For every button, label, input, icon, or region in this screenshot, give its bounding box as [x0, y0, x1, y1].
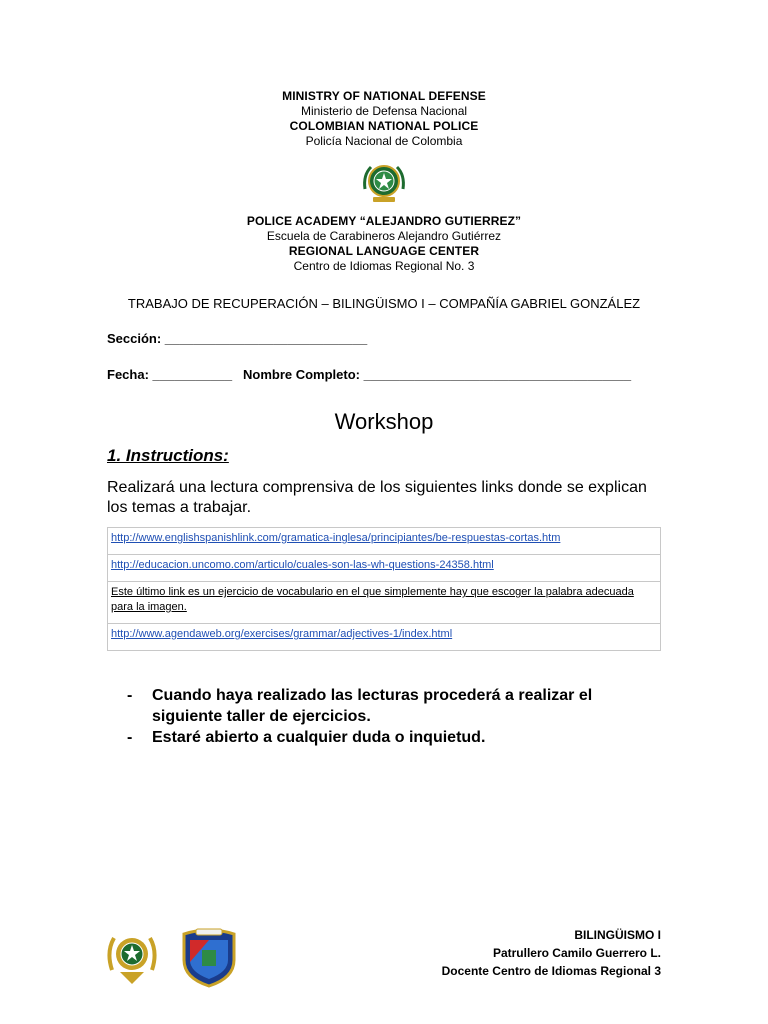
workshop-title: Workshop: [334, 409, 434, 434]
table-row: [108, 582, 661, 624]
link-adjectives[interactable]: http://www.agendaweb.org/exercises/grammar/adjectives-1/index.html: [111, 628, 453, 640]
list-item-text: Cuando haya realizado las lecturas procederá a realizar el siguiente taller de ejercicios.: [152, 687, 593, 725]
vocabulary-note: Este último link es un ejercicio de vocabulario en el que simplemente hay que escoger la palabra adecuada para la imagen.: [111, 586, 634, 613]
police-title: COLOMBIAN NATIONAL POLICE: [289, 119, 479, 133]
police-crest-icon: [106, 926, 158, 988]
instructions-heading: 1. Instructions:: [107, 446, 229, 465]
bullet-marker: -: [127, 687, 133, 704]
assignment-title: TRABAJO DE RECUPERACIÓN – BILINGÜISMO I – COMPAÑÍA GABRIEL GONZÁLEZ: [127, 296, 641, 311]
ministry-subtitle: Ministerio de Defensa Nacional: [300, 104, 468, 118]
table-cell: [108, 582, 661, 624]
language-center-title: REGIONAL LANGUAGE CENTER: [288, 244, 480, 258]
fecha-field: Fecha: ___________: [107, 367, 233, 382]
language-center-subtitle: Centro de Idiomas Regional No. 3: [293, 259, 475, 273]
footer-signature: [442, 926, 661, 980]
link-english-spanish[interactable]: http://www.englishspanishlink.com/gramatica-inglesa/principiantes/be-respuestas-cortas.htm: [111, 532, 561, 544]
academy-title: POLICE ACADEMY “ALEJANDRO GUTIERREZ”: [246, 214, 522, 228]
intro-paragraph: Realizará una lectura comprensiva de los siguientes links donde se explican los temas a trabajar.: [107, 479, 647, 516]
table-cell: [108, 624, 661, 651]
police-subtitle: Policía Nacional de Colombia: [305, 134, 463, 148]
table-row: [108, 528, 661, 555]
seccion-field: Sección: ____________________________: [107, 331, 368, 346]
table-row: [108, 624, 661, 651]
footer-teacher: Patrullero Camilo Guerrero L.: [492, 946, 661, 960]
bullet-marker: -: [127, 729, 133, 746]
list-item-text: Estaré abierto a cualquier duda o inquietud.: [152, 729, 486, 746]
links-table: [107, 527, 661, 651]
ministry-title: MINISTRY OF NATIONAL DEFENSE: [282, 89, 486, 103]
table-cell: [108, 528, 661, 555]
footer-course: BILINGÜISMO I: [574, 928, 661, 942]
link-wh-questions[interactable]: http://educacion.uncomo.com/articulo/cuales-son-las-wh-questions-24358.html: [111, 559, 494, 571]
list-item: [127, 727, 647, 748]
instructions-list: [127, 685, 647, 748]
academy-shield-icon: [178, 926, 240, 988]
list-item: [127, 685, 647, 727]
nombre-field: Nombre Completo: _____________________________________: [243, 367, 632, 382]
table-row: [108, 555, 661, 582]
academy-subtitle: Escuela de Carabineros Alejandro Gutiérrez: [266, 229, 502, 243]
footer-center: Docente Centro de Idiomas Regional 3: [441, 964, 661, 978]
police-seal-icon: [361, 159, 407, 205]
document-header: [0, 89, 768, 274]
table-cell: [108, 555, 661, 582]
